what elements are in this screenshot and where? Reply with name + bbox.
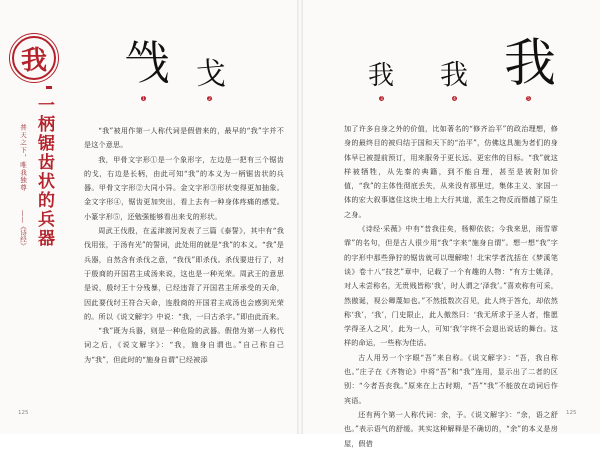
bronze-glyph-3: 我 <box>368 61 395 91</box>
chapter-title: 一柄锯齿状的兵器 <box>34 96 54 248</box>
seal-script-glyph-5: 我 <box>504 34 557 94</box>
left-paragraph: 我，甲骨文字形①是一个象形字，左边是一把有三个锯齿的戈，右边是长柄，由此可知“我”的本义为一柄锯齿状的兵器。甲骨文字形②大同小异。金文字形③形状变得更加抽象。金文字形④，锯齿更加突出，看上去有一种身体疼痛的感觉。小篆字形⑤，还勉强能够看出来戈的形状。 <box>84 154 284 221</box>
glyph-number-5: 5 <box>527 96 530 101</box>
right-body-text <box>344 122 558 451</box>
oracle-bone-glyph-1: 㦰 <box>124 36 170 90</box>
glyph-number-2: 2 <box>208 96 211 101</box>
page-number-right: 125 <box>566 410 577 416</box>
bronze-glyph-4: 我 <box>440 58 469 91</box>
left-paragraph: 周武王伐殷，在孟津渡河发表了三篇《泰誓》，其中有“我伐用张，于汤有光”的誓词，此处用的就是“我”的本义。“我”是兵器，自然含有杀伐之意，“我伐”即杀伐。杀伐要进行了，对于殷商的开国君主成汤来说，这也是一种光荣。周武王的意思是说，殷纣王十分残暴，已经违背了开国君主所承受的天命，因此要伐纣王符合天命，连殷商的开国君主成汤也会感到光荣的。所以《说文解字》中说：“我，一曰古杀字。”即由此而来。 <box>84 226 284 321</box>
left-body-text <box>84 124 284 367</box>
left-paragraph: “我”既为兵器，则是一种危险的武器。假借为第一人称代词之后，《说文解字》：“我，施身自谓也。”自己称自己为“我”，但此时的“施身自谓”已经被添 <box>84 326 284 364</box>
right-paragraph: 《诗经·采薇》中有“昔我往矣，杨柳依依；今我来思，雨雪霏霏”的名句，但是古人很少用“我”字来“施身自谓”。想一想“我”字的字形中那些狰狞的锯齿就可以理解啦！北宋学者沈括在《梦溪笔谈》卷十八“技艺”章中，记载了一个有趣的人物：“有方士姚泽，对人未尝称名，无贵贱皆称‘我’，时人谓之‘泽我’。”喜欢称有可采，然傲诞，视公卿蔑如也。”不然抵数次召见，此人终于答允，却依然称‘我’，‘我’，门史限止，此人傲然曰：‘我无所求于圣人者，惟愿学得圣人之风’，此为一人，可知‘我’字终不会退出说话的舞台。这样的命运，一些称为佳话。 <box>344 224 558 348</box>
right-paragraph: 古人用另一个字眼“吾”来自称。《说文解字》：“吾，我自称也。”庄子在《齐物论》中将“吾”和“我”连用，显示出了二者的区别：“今者吾丧我。”原来在上古时期，“吾”“我”不能放在动词后作宾语。 <box>344 352 558 405</box>
glyph-number-4: 4 <box>453 96 456 101</box>
title-accent <box>46 86 52 89</box>
glyph-number-1: 1 <box>142 96 145 101</box>
right-paragraph: 加了许多自身之外的价值，比如著名的“修齐治平”的政治理想，修身的最终目的被归结于国和天下的“治平”，仿佛这具施为者们的身体早已被提前预订，用来服务于更长远、更宏伟的目标。“我”就这样被牺牲，从先秦的典籍，到不能自理，甚至是被附加价值，“我”的主体性彻底丢失，从来没有那里过，集体主义、家国一体的宏大叙事遮住这块土地上大行其道，派生之物反而僭越了原生之身。 <box>344 124 558 219</box>
quote-source: ——《诗经》 <box>19 210 27 249</box>
left-paragraph: “我”被用作第一人称代词是假借来的，最早的“我”字并不是这个意思。 <box>84 126 284 150</box>
glyph-number-3: 3 <box>380 96 383 101</box>
page-number-left: 125 <box>18 410 29 416</box>
seal-character: 我 <box>12 36 56 80</box>
chapter-quote: 普天之下，唯我独尊 <box>19 124 27 192</box>
right-paragraph: 还有两个第一人称代词：余，予。《说文解字》：“余，语之舒也。”表示语气的舒缓。其实这种解释是不确切的，“余”的本义是房屋，假借 <box>344 409 558 448</box>
oracle-bone-glyph-2: 戈 <box>196 57 226 92</box>
book-gutter <box>297 0 303 434</box>
